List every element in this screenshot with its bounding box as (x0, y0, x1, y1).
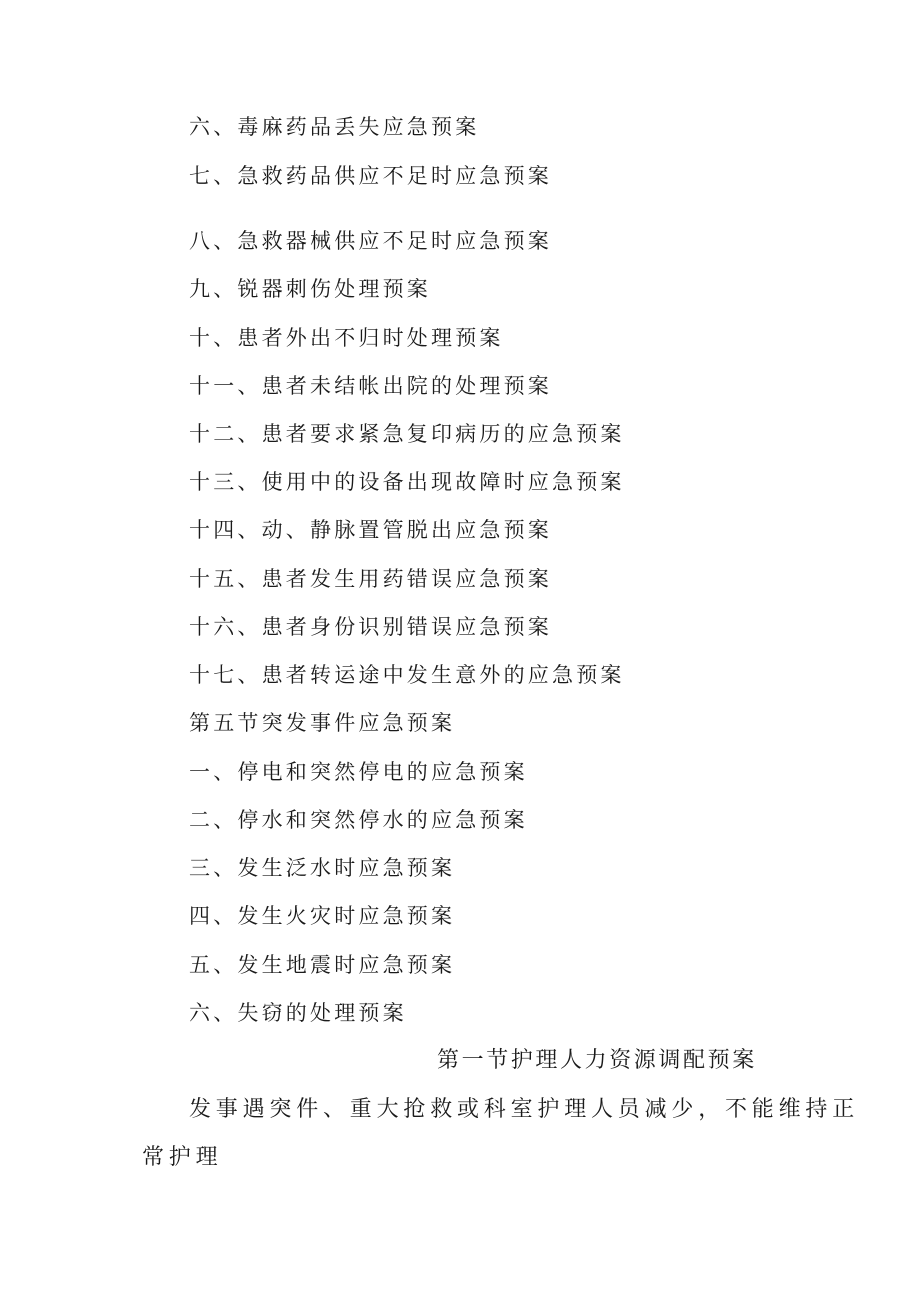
list-item: 八、急救器械供应不足时应急预案 (189, 229, 552, 253)
list-item: 六、毒麻药品丢失应急预案 (189, 115, 480, 139)
list-item: 十六、患者身份识别错误应急预案 (189, 615, 552, 639)
list-item: 十三、使用中的设备出现故障时应急预案 (189, 470, 625, 494)
section-heading: 第五节突发事件应急预案 (189, 711, 456, 735)
list-item: 十五、患者发生用药错误应急预案 (189, 567, 552, 591)
list-item: 二、停水和突然停水的应急预案 (189, 808, 528, 832)
paragraph-line: 常护理 (142, 1145, 223, 1170)
list-item: 十四、动、静脉置管脱出应急预案 (189, 518, 552, 542)
list-item: 十七、患者转运途中发生意外的应急预案 (189, 663, 625, 687)
list-item: 十二、患者要求紧急复印病历的应急预案 (189, 422, 625, 446)
list-item: 一、停电和突然停电的应急预案 (189, 760, 528, 784)
list-item: 十、患者外出不归时处理预案 (189, 326, 504, 350)
list-item: 七、急救药品供应不足时应急预案 (189, 164, 552, 188)
list-item: 三、发生泛水时应急预案 (189, 856, 456, 880)
paragraph-line: 发事遇突件、重大抢救或科室护理人员减少，不能维持正 (189, 1097, 860, 1122)
section-title: 第一节护理人力资源调配预案 (437, 1048, 757, 1073)
list-item: 五、发生地震时应急预案 (189, 953, 456, 977)
list-item: 十一、患者未结帐出院的处理预案 (189, 374, 552, 398)
list-item: 四、发生火灾时应急预案 (189, 904, 456, 928)
list-item: 九、锐器刺伤处理预案 (189, 277, 431, 301)
list-item: 六、失窃的处理预案 (189, 1001, 407, 1025)
